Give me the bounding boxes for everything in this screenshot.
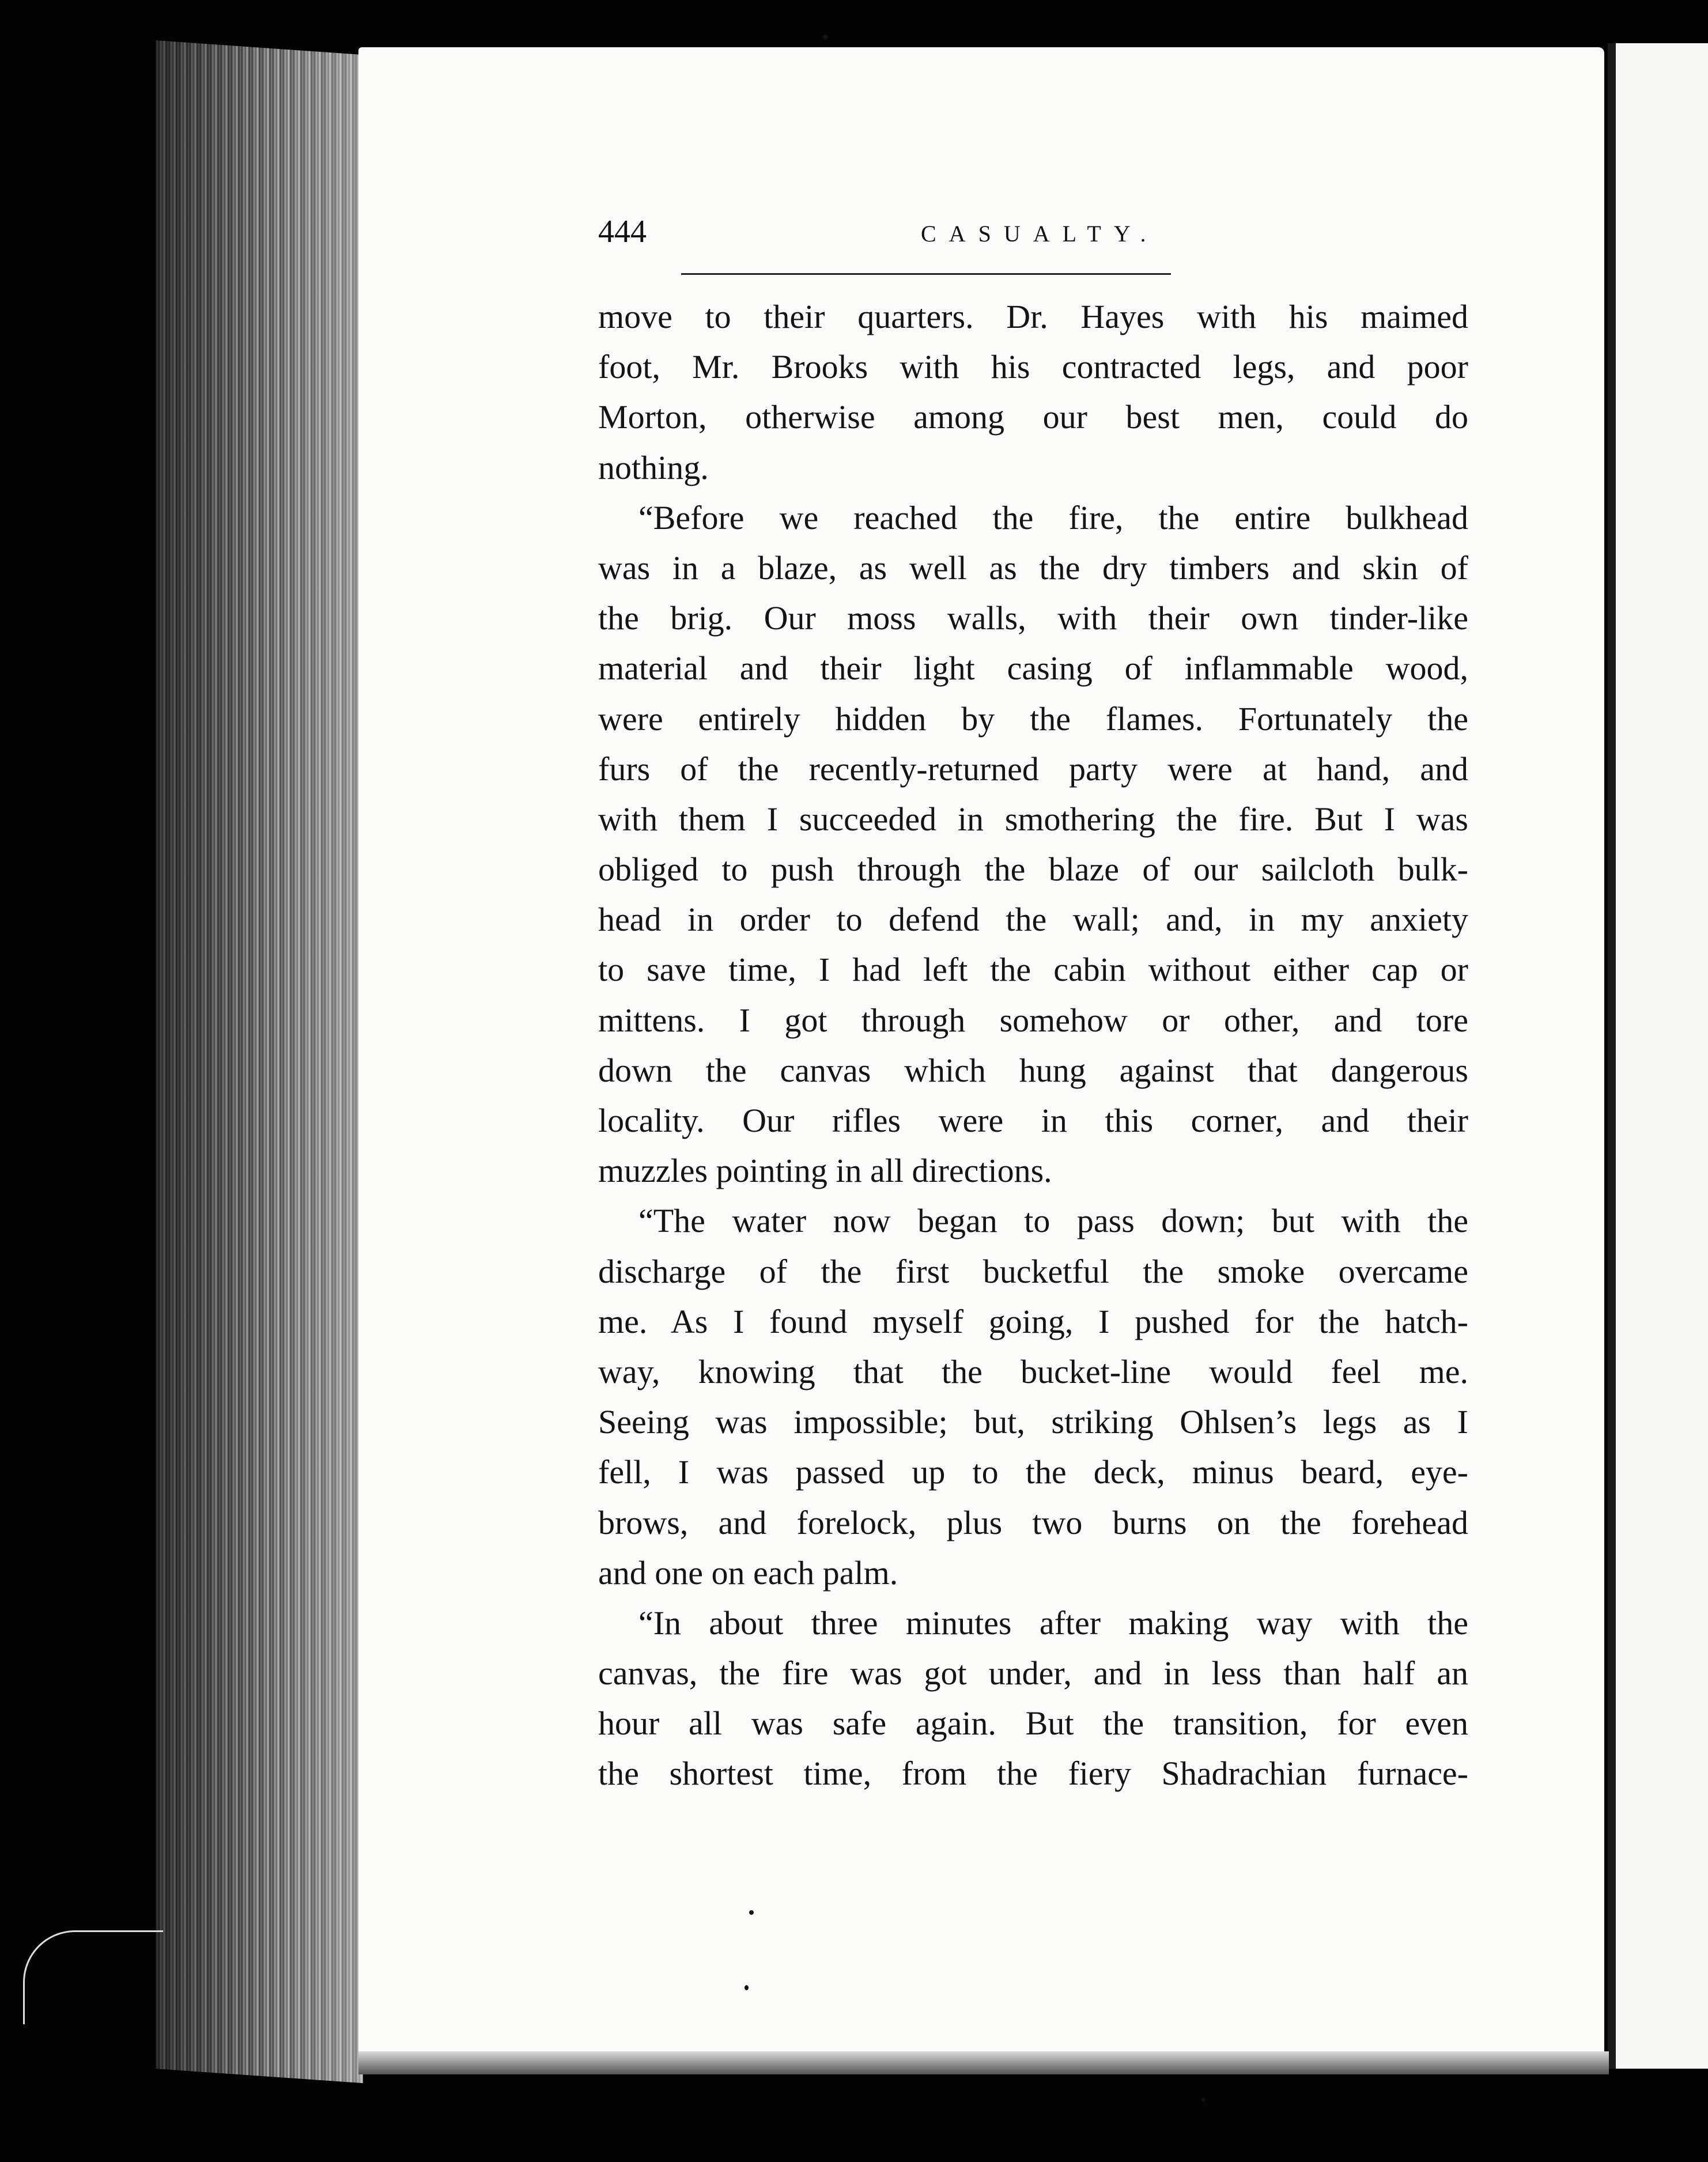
page-curl-mark xyxy=(23,1930,163,2024)
text-line: with them I succeeded in smothering the fire. But I was xyxy=(598,800,1468,838)
scan-speck xyxy=(749,1910,754,1915)
text-line: fell, I was passed up to the deck, minus beard, eye- xyxy=(598,1453,1468,1491)
text-line: “The water now began to pass down; but with the xyxy=(638,1202,1468,1240)
text-line: the brig. Our moss walls, with their own tinder-like xyxy=(598,599,1468,637)
text-line: the shortest time, from the fiery Shadrachian furnace- xyxy=(598,1755,1468,1793)
text-line: down the canvas which hung against that dangerous xyxy=(598,1051,1468,1089)
text-line: and one on each palm. xyxy=(598,1554,898,1592)
scan-speck xyxy=(823,35,828,40)
text-line: brows, and forelock, plus two burns on the forehead xyxy=(598,1503,1468,1541)
text-line: “In about three minutes after making way with the xyxy=(638,1604,1468,1642)
text-line: hour all was safe again. But the transition, for even xyxy=(598,1704,1468,1743)
text-line: was in a blaze, as well as the dry timbers and skin of xyxy=(598,549,1468,587)
running-title: CASUALTY. xyxy=(921,221,1159,247)
facing-page-edge xyxy=(1608,43,1708,2069)
page-number: 444 xyxy=(598,214,647,250)
page-bottom-shadow xyxy=(358,2051,1609,2074)
text-line: head in order to defend the wall; and, in my anxiety xyxy=(598,901,1468,939)
text-line: furs of the recently-returned party were at hand, and xyxy=(598,750,1468,788)
text-line: me. As I found myself going, I pushed for the hatch- xyxy=(598,1302,1468,1340)
text-line: way, knowing that the bucket-line would feel me. xyxy=(598,1352,1468,1390)
text-line: move to their quarters. Dr. Hayes with his maimed xyxy=(598,298,1468,335)
text-line: canvas, the fire was got under, and in less than half an xyxy=(598,1654,1468,1692)
scan-speck xyxy=(745,1985,749,1990)
body-text xyxy=(598,292,1468,1799)
text-line: discharge of the first bucketful the smoke overcame xyxy=(598,1252,1468,1290)
text-line: Morton, otherwise among our best men, could do xyxy=(598,398,1468,436)
text-line: were entirely hidden by the flames. Fortunately the xyxy=(598,700,1468,738)
text-line: Seeing was impossible; but, striking Ohlsen’s legs as I xyxy=(598,1403,1468,1441)
text-line: obliged to push through the blaze of our sailcloth bulk- xyxy=(598,851,1468,889)
text-line: nothing. xyxy=(598,448,709,486)
text-line: to save time, I had left the cabin without either cap or xyxy=(598,951,1468,989)
text-line: “Before we reached the fire, the entire bulkhead xyxy=(638,498,1468,536)
text-line: foot, Mr. Brooks with his contracted legs, and poor xyxy=(598,348,1468,386)
text-line: locality. Our rifles were in this corner, and their xyxy=(598,1102,1468,1139)
book-fore-edge xyxy=(156,40,363,2083)
text-line: mittens. I got through somehow or other, and tore xyxy=(598,1001,1468,1039)
scan-speck xyxy=(1201,2097,1206,2103)
text-line: muzzles pointing in all directions. xyxy=(598,1152,1052,1190)
page-header xyxy=(598,213,1468,265)
header-rule xyxy=(681,273,1171,275)
text-line: material and their light casing of inflammable wood, xyxy=(598,649,1468,687)
